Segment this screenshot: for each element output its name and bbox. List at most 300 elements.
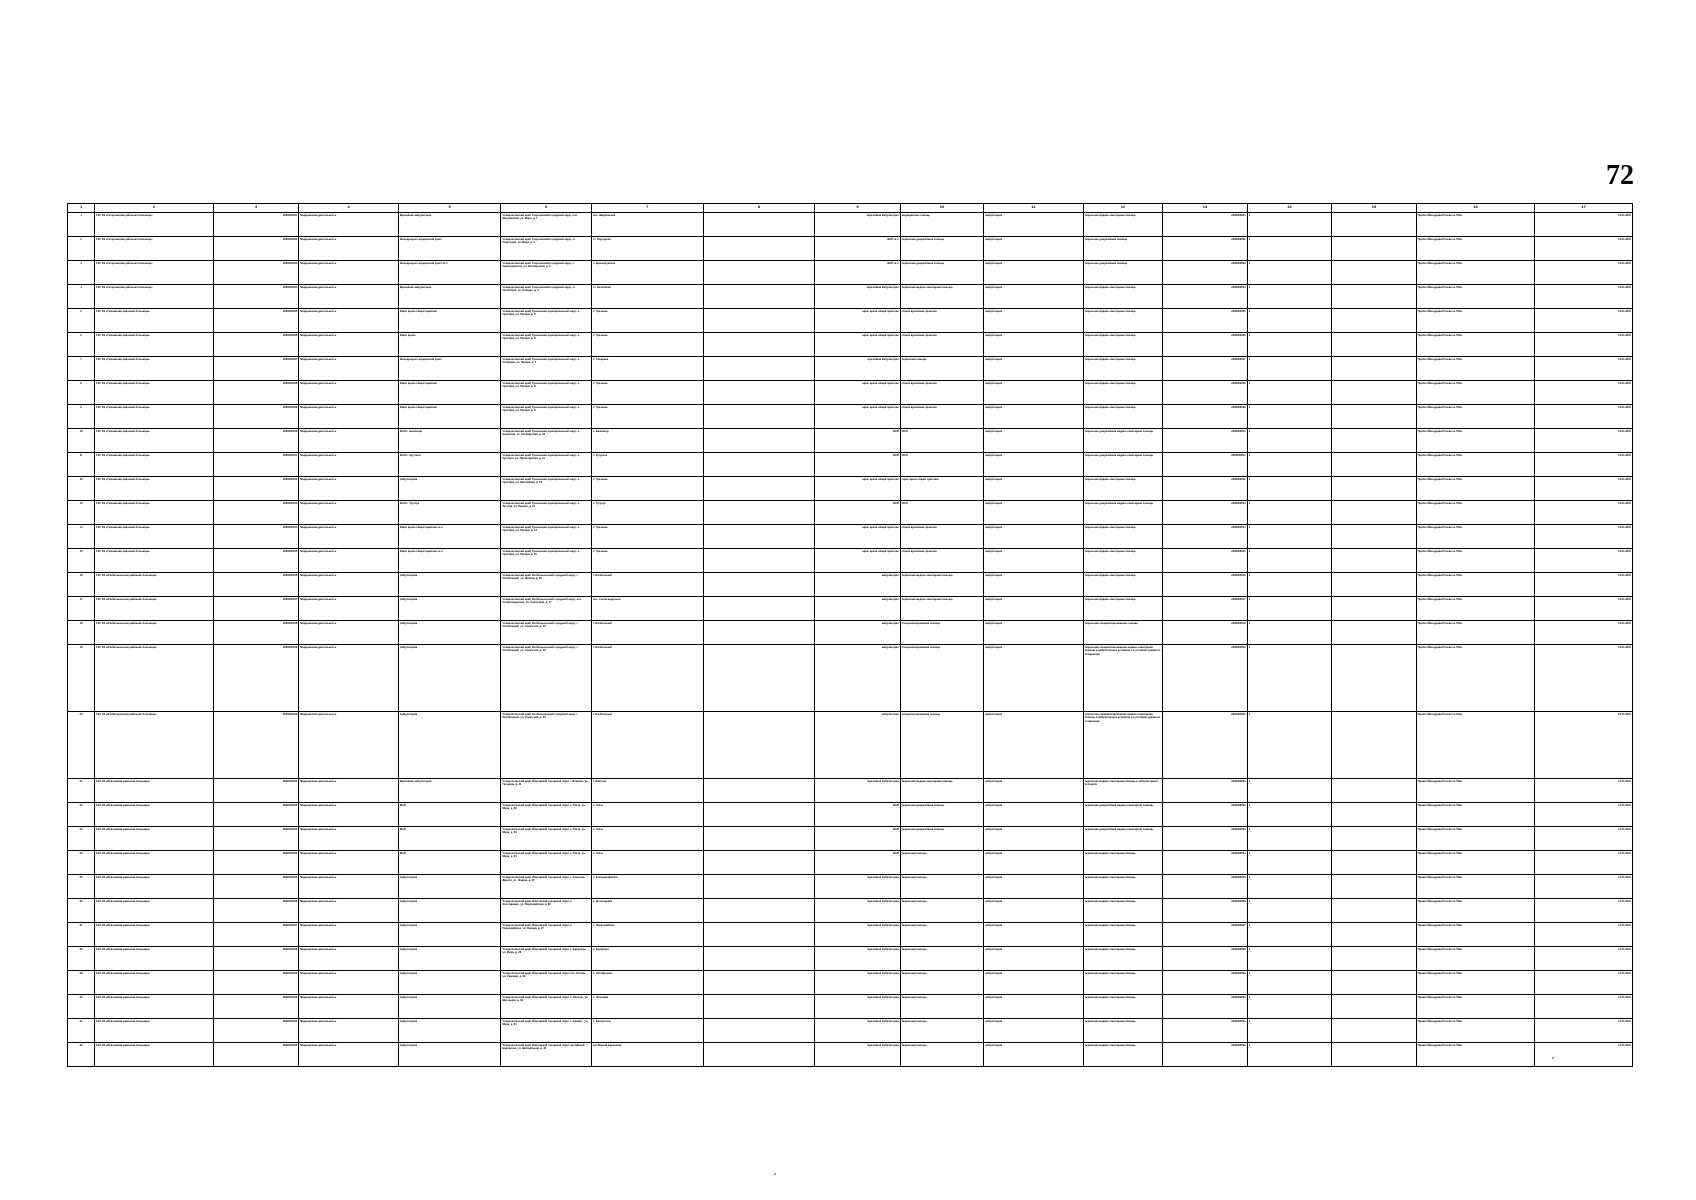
table-cell-c13: 2600000007 [1163,357,1247,381]
table-cell-name: Офис врача общей практики № 3 [398,549,501,573]
table-cell-c10: общая врачебная практика [900,525,983,549]
table-cell-kind: Медицинская деятельность [299,712,399,779]
column-header: 16 [1416,204,1535,213]
table-cell-c12: первичная медико-санитарная помощь [1083,1019,1162,1043]
table-cell-c14: 1 [1247,549,1331,573]
table-cell-name: Офис врача общей практики [398,381,501,405]
table-cell-address: Ставропольский край, Ипатовский городской округ, с. Первомайское, ул. Ленина, д. 27 [501,923,592,947]
table-cell-c10: первичная помощь [900,875,983,899]
table-cell-c8 [703,261,815,285]
table-cell-c14: 1 [1247,453,1331,477]
table-cell-c16: Приказ Минздрава России № 543н [1416,477,1535,501]
table-cell-c16: Приказ Минздрава России № 543н [1416,381,1535,405]
table-cell-c12: первичная доврачебная медико-санитарная помощь [1083,453,1162,477]
table-cell-c17: 01.01.2021 [1535,899,1633,923]
table-cell-c12: первичная медико-санитарная помощь [1083,333,1162,357]
table-cell-name: Амбулатория [398,995,501,1019]
table-cell-kind: Медицинская деятельность [299,923,399,947]
table-cell-c10: первичная помощь [900,1019,983,1043]
table-cell-c16: Приказ Минздрава России № 543н [1416,875,1535,899]
table-cell-c8 [703,453,815,477]
table-cell-kind: Медицинская деятельность [299,995,399,1019]
table-cell-c9: офис врача общей практики [815,381,900,405]
table-cell-name: Амбулатория [398,899,501,923]
table-cell-c14: 1 [1247,213,1331,237]
table-cell-c12: первичная медико-санитарная помощь [1083,309,1162,333]
table-cell-num: 6 [68,333,95,357]
table-cell-c13: 2600000025 [1163,875,1247,899]
table-cell-c13: 2600000003 [1163,261,1247,285]
table-cell-c15 [1332,405,1416,429]
table-cell-c11: амбулатория [984,285,1084,309]
table-cell-c8 [703,213,815,237]
table-cell-c9: амбулатория [815,573,900,597]
table-cell-c8 [703,923,815,947]
table-cell-name: Амбулатория [398,923,501,947]
table-cell-num: 27 [68,923,95,947]
table-cell-address: Ставропольский край, Грачевский муниципальный округ, с. Грачевка, ул. Шоссейная, д. 12 [501,477,592,501]
table-cell-c12: первичная специализированная медико-санитарная помощь в амбулаторных условиях и в условиях дневного стационара [1083,712,1162,779]
table-cell-name: Амбулатория [398,875,501,899]
table-cell-c8 [703,971,815,995]
table-cell-reg: 2600000021 [213,779,298,803]
table-cell-c16: Приказ Минздрава России № 543н [1416,261,1535,285]
table-cell-org: ГБУ СК «Грачевская районная больница» [95,525,214,549]
column-header: 10 [900,204,983,213]
table-cell-c9: амбулатория [815,645,900,712]
table-cell-name: Врачебная амбулатория [398,213,501,237]
table-row [68,1019,1633,1043]
table-cell-c15 [1332,1043,1416,1067]
table-cell-c13: 2600000001 [1163,213,1247,237]
table-cell-kind: Медицинская деятельность [299,549,399,573]
table-cell-c14: 1 [1247,971,1331,995]
table-cell-locality: с. Тугулук [591,501,703,525]
table-cell-c11: амбулатория [984,899,1084,923]
table-cell-locality: с. Большая Джалга [591,875,703,899]
table-cell-c9: ФАП [815,827,900,851]
table-cell-kind: Медицинская деятельность [299,899,399,923]
table-cell-c17: 01.01.2021 [1535,573,1633,597]
table-cell-c8 [703,309,815,333]
table-cell-c10: медицинская помощь [900,213,983,237]
table-cell-c9: офис врача общей практики [815,333,900,357]
table-cell-c9: врачебная амбулатория [815,899,900,923]
table-cell-c10: первичная доврачебная помощь [900,827,983,851]
table-cell-c14: 1 [1247,261,1331,285]
table-cell-c12: первичная медико-санитарная помощь [1083,899,1162,923]
table-cell-c11: амбулатория [984,1043,1084,1067]
table-cell-c17: 01.01.2021 [1535,357,1633,381]
table-cell-locality: г. Изобильный [591,573,703,597]
table-cell-c15 [1332,477,1416,501]
table-cell-c10: общая врачебная практика [900,333,983,357]
table-cell-reg: 2600000025 [213,875,298,899]
table-cell-c13: 2600000016 [1163,573,1247,597]
table-cell-c8 [703,357,815,381]
table-cell-c15 [1332,357,1416,381]
table-cell-num: 28 [68,947,95,971]
table-cell-c16: Приказ Минздрава России № 543н [1416,779,1535,803]
table-cell-address: Ставропольский край, Изобильненский городской округ, г. Изобильный, ул. Ленина, д. 16 [501,573,592,597]
table-cell-c17: 01.01.2021 [1535,947,1633,971]
table-cell-reg: 2600000023 [213,827,298,851]
table-cell-reg: 2600000001 [213,213,298,237]
table-cell-reg: 2600000013 [213,501,298,525]
table-cell-c17: 01.01.2021 [1535,309,1633,333]
table-cell-c14: 1 [1247,309,1331,333]
table-cell-c12: первичная доврачебная помощь [1083,237,1162,261]
table-cell-num: 2 [68,237,95,261]
table-cell-c16: Приказ Минздрава России № 543н [1416,309,1535,333]
table-cell-c9: Врачебная амбулатория [815,285,900,309]
table-cell-c9: офис врача общей практики [815,549,900,573]
table-row [68,525,1633,549]
table-cell-c8 [703,827,815,851]
table-cell-kind: Медицинская деятельность [299,947,399,971]
table-cell-num: 9 [68,405,95,429]
table-cell-reg: 2600000011 [213,453,298,477]
table-cell-c11: амбулатория [984,803,1084,827]
table-cell-num: 26 [68,899,95,923]
table-cell-c14: 1 [1247,285,1331,309]
table-cell-reg: 2600000032 [213,1043,298,1067]
table-cell-c10: ФАП [900,501,983,525]
table-cell-reg: 2600000007 [213,357,298,381]
table-cell-c8 [703,429,815,453]
table-cell-c8 [703,333,815,357]
table-cell-c16: Приказ Минздрава России № 543н [1416,995,1535,1019]
table-cell-c9: врачебная амбулатория [815,947,900,971]
table-cell-num: 31 [68,1019,95,1043]
table-cell-address: Ставропольский край, Ипатовский городской округ, с. Большая Джалга, ул. Ленина, д. 25 [501,875,592,899]
table-cell-address: Ставропольский край, Грачевский муниципальный округ, с. Грачевка, ул. Ленина, д. 8 [501,381,592,405]
table-cell-c17: 01.01.2021 [1535,285,1633,309]
table-cell-c17: 01.01.2021 [1535,712,1633,779]
table-cell-c17: 01.01.2021 [1535,971,1633,995]
table-cell-c9: врачебная амбулатория [815,923,900,947]
table-cell-c14: 1 [1247,237,1331,261]
table-cell-c14: 1 [1247,712,1331,779]
table-cell-org: ГБУ СК «Георгиевская районная больница» [95,237,214,261]
table-cell-reg: 2600000003 [213,261,298,285]
table-cell-org: ГБУ СК «Ипатовская районная больница» [95,947,214,971]
table-cell-c14: 1 [1247,827,1331,851]
table-cell-name: ФАП с. Кугульта [398,453,501,477]
table-cell-org: ГБУ СК «Ипатовская районная больница» [95,1043,214,1067]
table-cell-org: ГБУ СК «Ипатовская районная больница» [95,899,214,923]
table-cell-name: Амбулатория [398,1043,501,1067]
table-cell-c13: 2600000021 [1163,779,1247,803]
table-cell-c15 [1332,712,1416,779]
table-cell-num: 29 [68,971,95,995]
table-cell-address: Ставропольский край, Георгиевский городской округ, ст. Незлобная, ул. Победы, д. 4 [501,285,592,309]
table-cell-c11: амбулатория [984,453,1084,477]
table-cell-reg: 2600000017 [213,597,298,621]
table-cell-c8 [703,237,815,261]
table-cell-org: ГБУ СК «Грачевская районная больница» [95,357,214,381]
table-cell-locality: г. Изобильный [591,645,703,712]
table-cell-org: ГБУ СК «Георгиевская районная больница» [95,213,214,237]
table-row [68,851,1633,875]
table-cell-locality: с. Грачевка [591,381,703,405]
table-cell-kind: Медицинская деятельность [299,621,399,645]
table-cell-c15 [1332,971,1416,995]
table-cell-kind: Медицинская деятельность [299,405,399,429]
table-cell-name: ФАП с. Тугулук [398,501,501,525]
table-cell-c9: ФАП № 1 [815,261,900,285]
table-cell-c9: ФАП [815,453,900,477]
table-cell-c11: амбулатория [984,971,1084,995]
table-cell-c11: амбулатория [984,947,1084,971]
table-cell-c10: специализированная помощь [900,712,983,779]
table-cell-c13: 2600000018 [1163,621,1247,645]
table-cell-name: Амбулатория [398,712,501,779]
table-cell-c11: амбулатория [984,381,1084,405]
table-row [68,947,1633,971]
table-cell-org: ГБУ СК «Изобильненская районная больница» [95,712,214,779]
table-cell-locality: с. Бешпагир [591,429,703,453]
table-cell-c16: Приказ Минздрава России № 543н [1416,947,1535,971]
table-cell-c11: амбулатория [984,923,1084,947]
table-cell-num: 8 [68,381,95,405]
table-cell-c15 [1332,779,1416,803]
table-cell-locality: г. Изобильный [591,621,703,645]
table-cell-c10: специализированная помощь [900,645,983,712]
table-cell-c10: первичная помощь [900,851,983,875]
table-cell-address: Ставропольский край, Грачевский муниципальный округ, с. Кугульта, ул. Пролетарская, д. 11 [501,453,592,477]
table-cell-reg: 2600000004 [213,285,298,309]
table-cell-c8 [703,573,815,597]
table-cell-c14: 1 [1247,597,1331,621]
table-cell-c13: 2600000008 [1163,381,1247,405]
table-cell-c16: Приказ Минздрава России № 543н [1416,923,1535,947]
table-cell-c9: ФАП [815,501,900,525]
table-cell-reg: 2600000026 [213,899,298,923]
table-cell-c13: 2600000004 [1163,285,1247,309]
table-cell-c11: амбулатория [984,851,1084,875]
table-cell-c15 [1332,995,1416,1019]
table-cell-c12: первичная медико-санитарная помощь [1083,549,1162,573]
table-cell-kind: Медицинская деятельность [299,213,399,237]
table-cell-c10: ФАП [900,429,983,453]
column-header: 2 [95,204,214,213]
table-cell-c9: врачебная амбулатория [815,995,900,1019]
table-cell-kind: Медицинская деятельность [299,357,399,381]
table-cell-c12: первичная медико-санитарная помощь [1083,525,1162,549]
table-row [68,501,1633,525]
table-cell-name: ФАП [398,827,501,851]
table-cell-c8 [703,501,815,525]
table-cell-c10: общая врачебная практика [900,405,983,429]
table-row [68,213,1633,237]
table-cell-c15 [1332,501,1416,525]
table-cell-kind: Медицинская деятельность [299,333,399,357]
table-cell-kind: Медицинская деятельность [299,803,399,827]
table-cell-c10: первичная медико-санитарная помощь [900,779,983,803]
table-cell-c16: Приказ Минздрава России № 543н [1416,525,1535,549]
table-cell-name: Фельдшерско-акушерский пункт № 1 [398,261,501,285]
table-cell-reg: 2600000027 [213,923,298,947]
table-cell-address: Ставропольский край, Изобильненский городской округ, г. Изобильный, ул. Советская, д. 19 [501,645,592,712]
table-cell-c17: 01.01.2021 [1535,1043,1633,1067]
table-cell-c8 [703,899,815,923]
table-row [68,712,1633,779]
table-cell-locality: г. Изобильный [591,712,703,779]
table-cell-address: Ставропольский край, Георгиевский городской округ, ст. Подгорная, ул. Мира, д. 2 [501,237,592,261]
column-header: 3 [213,204,298,213]
table-cell-c13: 2600000031 [1163,1019,1247,1043]
table-cell-address: Ставропольский край, Грачевский муниципальный округ, с. Спицевка, ул. Ленина, д. 7 [501,357,592,381]
table-cell-c15 [1332,621,1416,645]
table-cell-c14: 1 [1247,381,1331,405]
table-cell-num: 4 [68,285,95,309]
table-cell-kind: Медицинская деятельность [299,501,399,525]
table-cell-c12: первичная медико-санитарная помощь [1083,923,1162,947]
table-cell-c15 [1332,453,1416,477]
table-row [68,429,1633,453]
table-row [68,405,1633,429]
table-cell-c17: 01.01.2021 [1535,995,1633,1019]
table-row [68,549,1633,573]
table-row [68,477,1633,501]
table-cell-kind: Медицинская деятельность [299,971,399,995]
table-row [68,237,1633,261]
table-cell-c13: 2600000015 [1163,549,1247,573]
column-header: 8 [703,204,815,213]
table-cell-num: 5 [68,309,95,333]
table-cell-num: 17 [68,597,95,621]
table-cell-locality: пос. Солнечнодольск [591,597,703,621]
table-row [68,779,1633,803]
scan-artifact [1552,1057,1554,1059]
table-cell-c14: 1 [1247,621,1331,645]
table-cell-name: Амбулатория [398,597,501,621]
table-cell-kind: Медицинская деятельность [299,237,399,261]
table-cell-name: Офис врача [398,333,501,357]
table-cell-org: ГБУ СК «Ипатовская районная больница» [95,803,214,827]
table-cell-c16: Приказ Минздрава России № 543н [1416,357,1535,381]
table-cell-locality: с. Краснокумское [591,261,703,285]
table-cell-reg: 2600000019 [213,645,298,712]
table-cell-org: ГБУ СК «Грачевская районная больница» [95,333,214,357]
table-cell-kind: Медицинская деятельность [299,285,399,309]
table-cell-c17: 01.01.2021 [1535,381,1633,405]
table-cell-address: Ставропольский край, Ипатовский городской округ, с. Золотаревка, ул. Первомайская, д. 26 [501,899,592,923]
table-cell-kind: Медицинская деятельность [299,261,399,285]
table-cell-c12: первичная медико-санитарная помощь в амбулаторных условиях [1083,779,1162,803]
table-row [68,573,1633,597]
table-cell-c15 [1332,851,1416,875]
table-cell-org: ГБУ СК «Ипатовская районная больница» [95,1019,214,1043]
table-cell-address: Ставропольский край, Изобильненский городской округ, г. Изобильный, ул. Советская, д. 18 [501,621,592,645]
table-cell-c9: ФАП № 1 [815,237,900,261]
table-cell-num: 18 [68,621,95,645]
table-cell-kind: Медицинская деятельность [299,525,399,549]
table-cell-kind: Медицинская деятельность [299,1043,399,1067]
table-cell-locality: с. Первомайское [591,923,703,947]
table-cell-address: Ставропольский край, Ипатовский городской округ, с. Бурукшун, ул. Мира, д. 28 [501,947,592,971]
table-cell-locality: с. Грачевка [591,405,703,429]
table-cell-c17: 01.01.2021 [1535,621,1633,645]
table-cell-c15 [1332,827,1416,851]
table-cell-c8 [703,597,815,621]
column-header: 14 [1247,204,1331,213]
table-cell-c11: амбулатория [984,405,1084,429]
table-cell-c17: 01.01.2021 [1535,525,1633,549]
column-header: 5 [398,204,501,213]
table-cell-c9: ФАП [815,429,900,453]
table-cell-c12: первичная специализированная медико-санитарная помощь в амбулаторных условиях и в условиях дневного стационара [1083,645,1162,712]
table-cell-c16: Приказ Минздрава России № 543н [1416,237,1535,261]
table-row [68,261,1633,285]
table-cell-name: Офис врача общей практики [398,309,501,333]
table-cell-c16: Приказ Минздрава России № 543н [1416,1019,1535,1043]
table-cell-c8 [703,1019,815,1043]
table-row [68,995,1633,1019]
table-cell-reg: 2600000024 [213,851,298,875]
column-header: 12 [1083,204,1162,213]
table-cell-c17: 01.01.2021 [1535,851,1633,875]
table-cell-c14: 1 [1247,1043,1331,1067]
table-cell-reg: 2600000010 [213,429,298,453]
table-cell-c11: амбулатория [984,501,1084,525]
table-cell-c12: первичная медико-санитарная помощь [1083,477,1162,501]
table-cell-c9: Врачебная амбулатория [815,213,900,237]
table-cell-c9: офис врача общей практики [815,405,900,429]
table-cell-address: Ставропольский край, Георгиевский городской округ, с. Краснокумское, ул. Октябрьская, д. 3 [501,261,592,285]
table-cell-locality: г. Ипатово [591,779,703,803]
table-cell-num: 13 [68,501,95,525]
table-cell-c11: амбулатория [984,549,1084,573]
table-cell-locality: с. Тахта [591,803,703,827]
table-cell-address: Ставропольский край, Грачевский муниципальный округ, с. Грачевка, ул. Ленина, д. 6 [501,333,592,357]
table-cell-locality: аул Малый Барханчак [591,1043,703,1067]
table-row [68,827,1633,851]
table-cell-c10: ФАП [900,453,983,477]
table-cell-c17: 01.01.2021 [1535,429,1633,453]
table-cell-c11: амбулатория [984,573,1084,597]
registry-table [67,203,1633,1067]
table-cell-c17: 01.01.2021 [1535,405,1633,429]
table-cell-c9: офис врача общей практики [815,525,900,549]
column-header: 11 [984,204,1084,213]
table-cell-c10: общая врачебная практика [900,309,983,333]
table-cell-c12: первичная медико-санитарная помощь [1083,851,1162,875]
table-cell-locality: ст. Подгорная [591,237,703,261]
table-cell-address: Ставропольский край, Ипатовский городской округ, с. Тахта, ул. Мира, д. 24 [501,851,592,875]
table-cell-c9: ФАП [815,803,900,827]
column-header: 1 [68,204,95,213]
table-cell-c15 [1332,899,1416,923]
table-cell-c8 [703,381,815,405]
table-cell-c16: Приказ Минздрава России № 543н [1416,453,1535,477]
table-cell-c12: первичная медико-санитарная помощь [1083,995,1162,1019]
table-cell-locality: с. Тахта [591,851,703,875]
table-cell-num: 1 [68,213,95,237]
table-cell-c16: Приказ Минздрава России № 543н [1416,597,1535,621]
table-cell-c12: первичная специализированная помощь [1083,621,1162,645]
table-cell-c14: 1 [1247,333,1331,357]
table-cell-reg: 2600000014 [213,525,298,549]
table-cell-c14: 1 [1247,995,1331,1019]
table-cell-name: Офис врача общей практики № 2 [398,525,501,549]
table-cell-org: ГБУ СК «Грачевская районная больница» [95,549,214,573]
table-cell-c9: врачебная амбулатория [815,971,900,995]
table-cell-c16: Приказ Минздрава России № 543н [1416,405,1535,429]
table-cell-c14: 1 [1247,357,1331,381]
table-cell-kind: Медицинская деятельность [299,381,399,405]
